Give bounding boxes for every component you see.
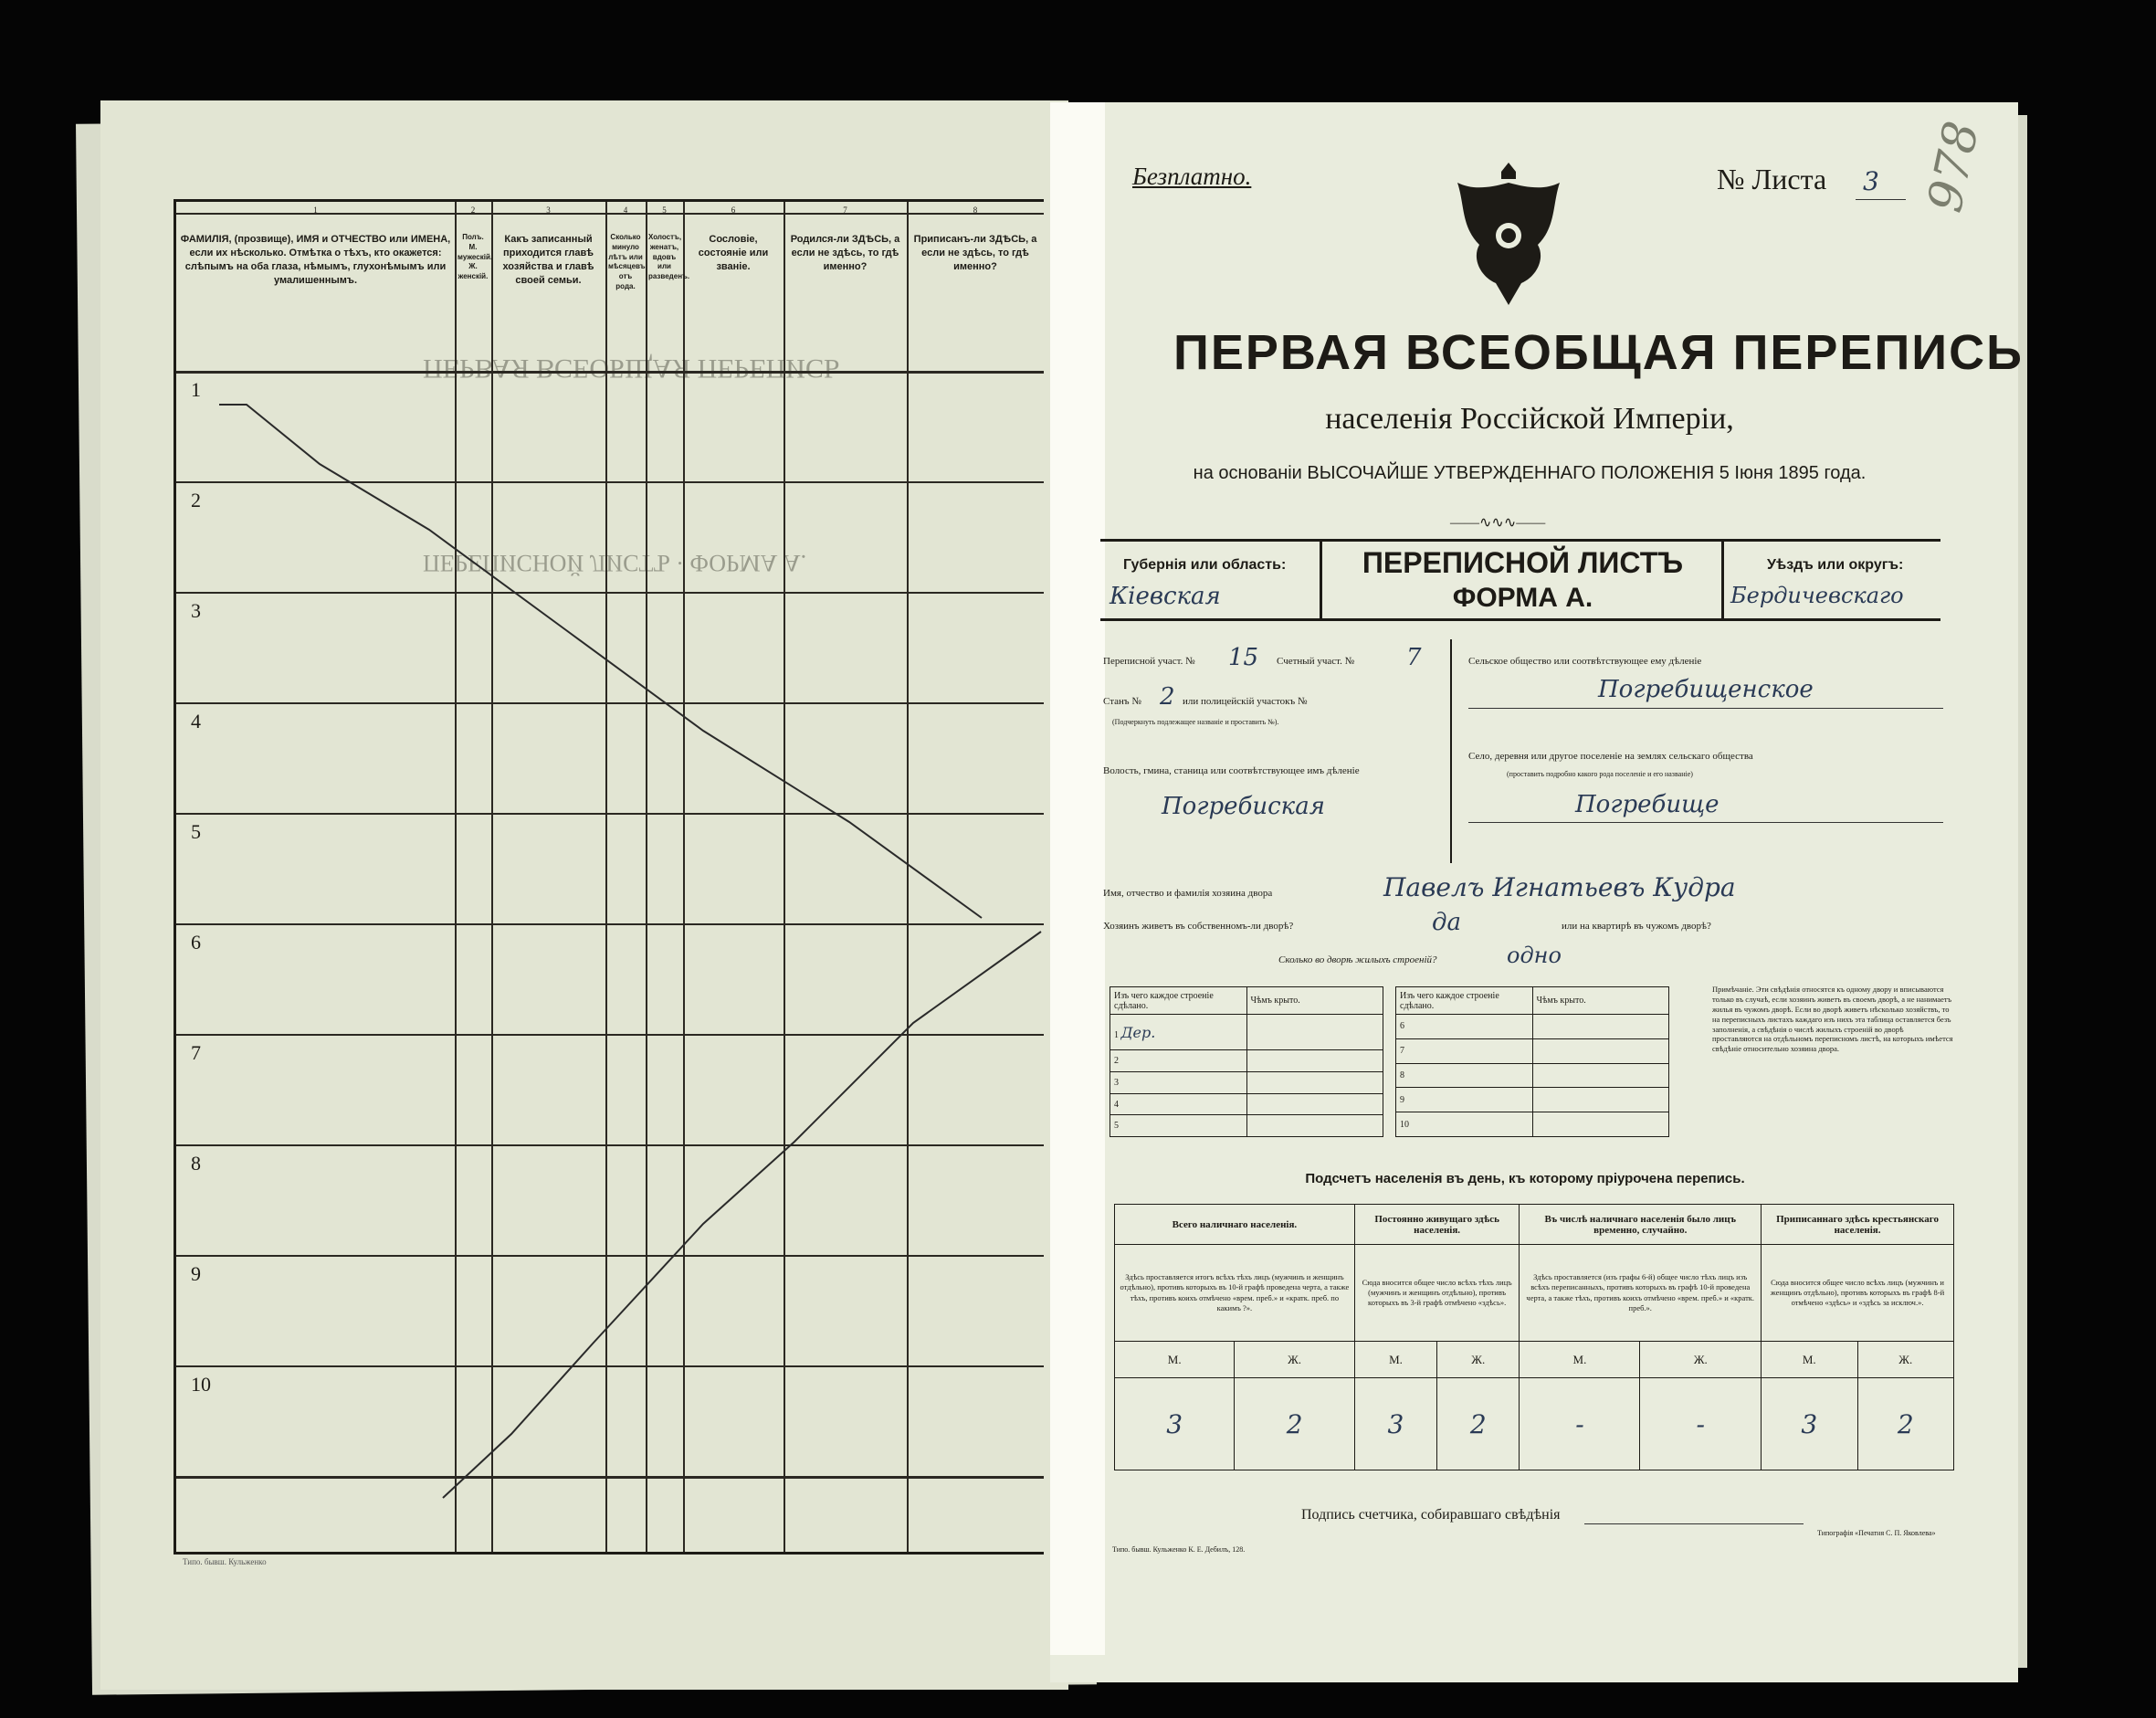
female-col-label: Ж. xyxy=(1235,1342,1354,1378)
village-note: (проставить подробно какого рода поселеніе и его названіе) xyxy=(1507,770,1693,778)
row-num: 7 xyxy=(1396,1038,1533,1063)
sheet-number-label: № Листа xyxy=(1717,163,1827,195)
column-number: 2 xyxy=(470,206,476,215)
group-head: Всего наличнаго населенія. xyxy=(1115,1205,1355,1245)
female-count: - xyxy=(1640,1378,1762,1470)
village-value: Погребище xyxy=(1575,791,1720,818)
column-header: Приписанъ-ли ЗДѢСЬ, а если не здѣсь, то гдѣ именно? xyxy=(913,234,1037,272)
row-num: 10 xyxy=(1396,1112,1533,1137)
male-col-label: М. xyxy=(1115,1342,1235,1378)
volost-label: Волость, гмина, станица или соотвѣтствующее имъ дѣленіе xyxy=(1103,765,1360,776)
male-count: 3 xyxy=(1115,1378,1235,1470)
female-count: 2 xyxy=(1857,1378,1954,1470)
row-number: 4 xyxy=(191,710,201,733)
column-header: Полъ. М. мужескій. Ж. женскій. xyxy=(457,233,493,281)
row-num: 5 xyxy=(1110,1115,1247,1137)
ornament-divider: ——∿∿∿—— xyxy=(1450,515,1546,531)
row-num: 1 xyxy=(1114,1029,1119,1040)
counting-area-label: Счетный участ. № xyxy=(1277,656,1355,667)
column-number: 4 xyxy=(623,206,628,215)
buildings-table-left xyxy=(1110,986,1383,1137)
rent-label: или на квартирѣ въ чужомъ дворѣ? xyxy=(1562,921,1711,932)
female-col-label: Ж. xyxy=(1857,1342,1954,1378)
male-count: - xyxy=(1520,1378,1640,1470)
row-number: 10 xyxy=(191,1373,211,1396)
count-title: Подсчетъ населенія въ день, къ которому пріурочена перепись. xyxy=(1305,1171,1745,1186)
male-col-label: М. xyxy=(1520,1342,1640,1378)
print-right: Типографія «Печатня С. П. Яковлева» xyxy=(1817,1529,1936,1537)
left-footer-print: Типо. бывш. Кульженко xyxy=(183,1557,267,1566)
column-header: Какъ записанный приходится главѣ хозяйства и главѣ своей семьи. xyxy=(502,234,594,286)
sheet-number-value: 3 xyxy=(1863,166,1879,196)
male-count: 3 xyxy=(1354,1378,1436,1470)
margin-note: 978 xyxy=(1918,116,1991,217)
count-table xyxy=(1114,1204,1954,1470)
buildings-table-right xyxy=(1395,986,1669,1137)
row-number: 1 xyxy=(191,378,201,401)
column-number: 6 xyxy=(731,206,736,215)
society-label: Сельское общество или соотвѣтствующее ему дѣленіе xyxy=(1468,656,1702,667)
column-header: Сколько минуло лѣтъ или мѣсяцевъ отъ рода. xyxy=(608,233,646,290)
group-head: Постоянно живущаго здѣсь населенія. xyxy=(1354,1205,1520,1245)
row-number: 8 xyxy=(191,1152,201,1175)
male-col-label: М. xyxy=(1354,1342,1436,1378)
owner-label: Имя, отчество и фамилія хозяина двора xyxy=(1103,888,1273,899)
buildings-col-material: Изъ чего каждое строеніе сдѣлано. xyxy=(1396,987,1533,1015)
column-number: 7 xyxy=(843,206,847,215)
female-count: 2 xyxy=(1235,1378,1354,1470)
column-header: Сословіе, состояніе или званіе. xyxy=(698,234,769,272)
row-number: 6 xyxy=(191,931,201,954)
row-num: 3 xyxy=(1110,1072,1247,1094)
row-num: 2 xyxy=(1110,1050,1247,1072)
column-number: 1 xyxy=(313,206,318,215)
basis-line: на основаніи ВЫСОЧАЙШЕ УТВЕРЖДЕННАГО ПОЛОЖЕНІЯ 5 Іюня 1895 года. xyxy=(1193,463,1867,483)
row-number: 9 xyxy=(191,1262,201,1285)
column-header: Холостъ, женатъ, вдовъ или разведенъ. xyxy=(648,233,690,281)
imperial-eagle-emblem xyxy=(1452,157,1565,311)
census-grid: ПЕРВАЯ ВСЕОБЩАЯ ПЕРЕПИСЬ ПЕРЕПИСНОЙ ЛИСТЪ · ФОРМА А. 1 ФАМИЛІЯ, (прозвище), ИМЯ и ОТЧЕСТВО или ИМЕНА, если их нѣсколько. Отмѣтка о тѣхъ, кто окажется: слѣпымъ на оба глаза, нѣмымъ, глухонѣмымъ или умалишеннымъ. 2 Полъ. М. мужескій. Ж. женскій. 3 Какъ записанный приходится главѣ хозяйства и главѣ своей семьи. 4 Сколько минуло лѣтъ или мѣсяцевъ отъ рода. 5 Холостъ, женатъ, вдовъ или разведенъ. 6 Сословіе, состояніе или званіе. 7 Родился-ли ЗДѢСЬ, а если не здѣсь, то гдѣ именно? 8 Приписанъ-ли ЗДѢСЬ, а если не здѣсь, то гдѣ именно? 1 2 3 4 5 6 7 8 9 10 xyxy=(174,199,1044,1555)
group-desc: Здѣсь проставляется итогъ всѣхъ тѣхъ лицъ (мужчинъ и женщинъ отдѣльно), противъ которыхъ въ 10-й графѣ проведена черта, а также тѣхъ, противъ коихъ отмѣчено «врем. преб.» и «кратк. преб. по какимъ ?». xyxy=(1115,1245,1355,1342)
group-desc: Здѣсь проставляется (изъ графы 6-й) общее число тѣхъ лицъ изъ всѣхъ переписанныхъ, противъ которыхъ въ графѣ 10-й проведена черта, а также тѣхъ, противъ коихъ отмѣчено «врем. преб.» и «кратк. преб.». xyxy=(1520,1245,1762,1342)
column-number: 8 xyxy=(973,206,978,215)
column-number: 3 xyxy=(546,206,551,215)
free-label: Безплатно. xyxy=(1132,163,1252,190)
counting-area-value: 7 xyxy=(1406,644,1422,671)
print-left: Типо. бывш. Кульженко К. Е. Дебилъ, 128. xyxy=(1112,1545,1246,1554)
row-num: 9 xyxy=(1396,1088,1533,1112)
column-number: 5 xyxy=(662,206,667,215)
female-col-label: Ж. xyxy=(1640,1342,1762,1378)
buildings-label: Сколько во дворѣ жилыхъ строеній? xyxy=(1278,954,1437,965)
female-count: 2 xyxy=(1437,1378,1520,1470)
note-text: Примѣчаніе. Эти свѣдѣнія относятся къ одному двору и вписываются только въ случаѣ, если хозяинъ живетъ въ своемъ дворѣ, а не нанимаетъ жилья въ чужомъ дворѣ. Если во дворѣ живетъ нѣсколько хозяйствъ, то на переписныхъ листахъ каждаго изъ нихъ эта таблица оставляется безъ заполненія, а свѣдѣнія о числѣ жилыхъ строеній во дворѣ проставляются на отдѣльномъ переписномъ листѣ, на которыхъ имѣется свѣдѣніе относительно хозяина двора. xyxy=(1712,985,1953,1054)
stan-label: Станъ № xyxy=(1103,696,1141,707)
group-desc: Сюда вносится общее число всѣхъ тѣхъ лицъ (мужчинъ и женщинъ отдѣльно), противъ которыхъ въ 3-й графѣ отмѣчено «здѣсь». xyxy=(1354,1245,1520,1342)
own-yard-label: Хозяинъ живетъ въ собственномъ-ли дворѣ? xyxy=(1103,921,1294,932)
male-col-label: М. xyxy=(1762,1342,1857,1378)
buildings-col-roof: Чѣмъ крыто. xyxy=(1532,987,1669,1015)
row-number: 5 xyxy=(191,820,201,843)
row-num: 6 xyxy=(1396,1015,1533,1039)
stan-value: 2 xyxy=(1160,683,1175,711)
police-label: или полицейскій участокъ № xyxy=(1183,696,1308,707)
sheet-title: ПЕРЕПИСНОЙ ЛИСТЪ xyxy=(1362,546,1684,579)
column-header: ФАМИЛІЯ, (прозвище), ИМЯ и ОТЧЕСТВО или ИМЕНА, если их нѣсколько. Отмѣтка о тѣхъ, кто окажется: слѣпымъ на оба глаза, нѣмымъ, глухонѣмымъ или умалишеннымъ. xyxy=(180,234,451,286)
volost-value: Погребиская xyxy=(1162,793,1325,820)
group-head: Приписаннаго здѣсь крестьянскаго населенія. xyxy=(1762,1205,1954,1245)
owner-value: Павелъ Игнатьевъ Кудра xyxy=(1383,872,1736,902)
row-num: 8 xyxy=(1396,1063,1533,1088)
buildings-col-material: Изъ чего каждое строеніе сдѣлано. xyxy=(1110,987,1247,1015)
census-area-value: 15 xyxy=(1228,644,1259,671)
female-col-label: Ж. xyxy=(1437,1342,1520,1378)
society-value: Погребищенское xyxy=(1598,676,1814,703)
male-count: 3 xyxy=(1762,1378,1857,1470)
row-number: 3 xyxy=(191,599,201,622)
census-area-label: Переписной участ. № xyxy=(1103,656,1195,667)
group-desc: Сюда вносится общее число всѣхъ лицъ (мужчинъ и женщинъ отдѣльно), противъ которыхъ въ графѣ 8-й отмѣчено «здѣсь» и «здѣсь за исключ.». xyxy=(1762,1245,1954,1342)
uezd-value: Бердичевскаго xyxy=(1730,583,1904,608)
page-title: ПЕРВАЯ ВСЕОБЩАЯ ПЕРЕПИСЬ xyxy=(1173,325,2024,380)
stan-note: (Подчеркнуть подлежащее названіе и проставить №). xyxy=(1112,718,1279,726)
gubernia-value: Кіевская xyxy=(1110,583,1221,610)
row-number: 7 xyxy=(191,1041,201,1064)
own-yard-value: да xyxy=(1432,909,1461,936)
group-head: Въ числѣ наличнаго населенія было лицъ временно, случайно. xyxy=(1520,1205,1762,1245)
signature-label: Подпись счетчика, собиравшаго свѣдѣнія xyxy=(1301,1507,1561,1523)
column-header: Родился-ли ЗДѢСЬ, а если не здѣсь, то гдѣ именно? xyxy=(790,234,900,272)
page-subtitle: населенія Россійской Имперіи, xyxy=(1325,402,1734,436)
row-number: 2 xyxy=(191,489,201,511)
row-num: 4 xyxy=(1110,1093,1247,1115)
form-title: ФОРМА А. xyxy=(1452,583,1593,613)
buildings-col-roof: Чѣмъ крыто. xyxy=(1246,987,1383,1015)
gubernia-label: Губернія или область: xyxy=(1123,557,1287,573)
village-label: Село, деревня или другое поселеніе на землях сельскаго общества xyxy=(1468,751,1753,762)
buildings-value: одно xyxy=(1507,943,1562,968)
uezd-label: Уѣздъ или округъ: xyxy=(1767,557,1904,573)
first-entry: Дер. xyxy=(1120,1023,1156,1041)
